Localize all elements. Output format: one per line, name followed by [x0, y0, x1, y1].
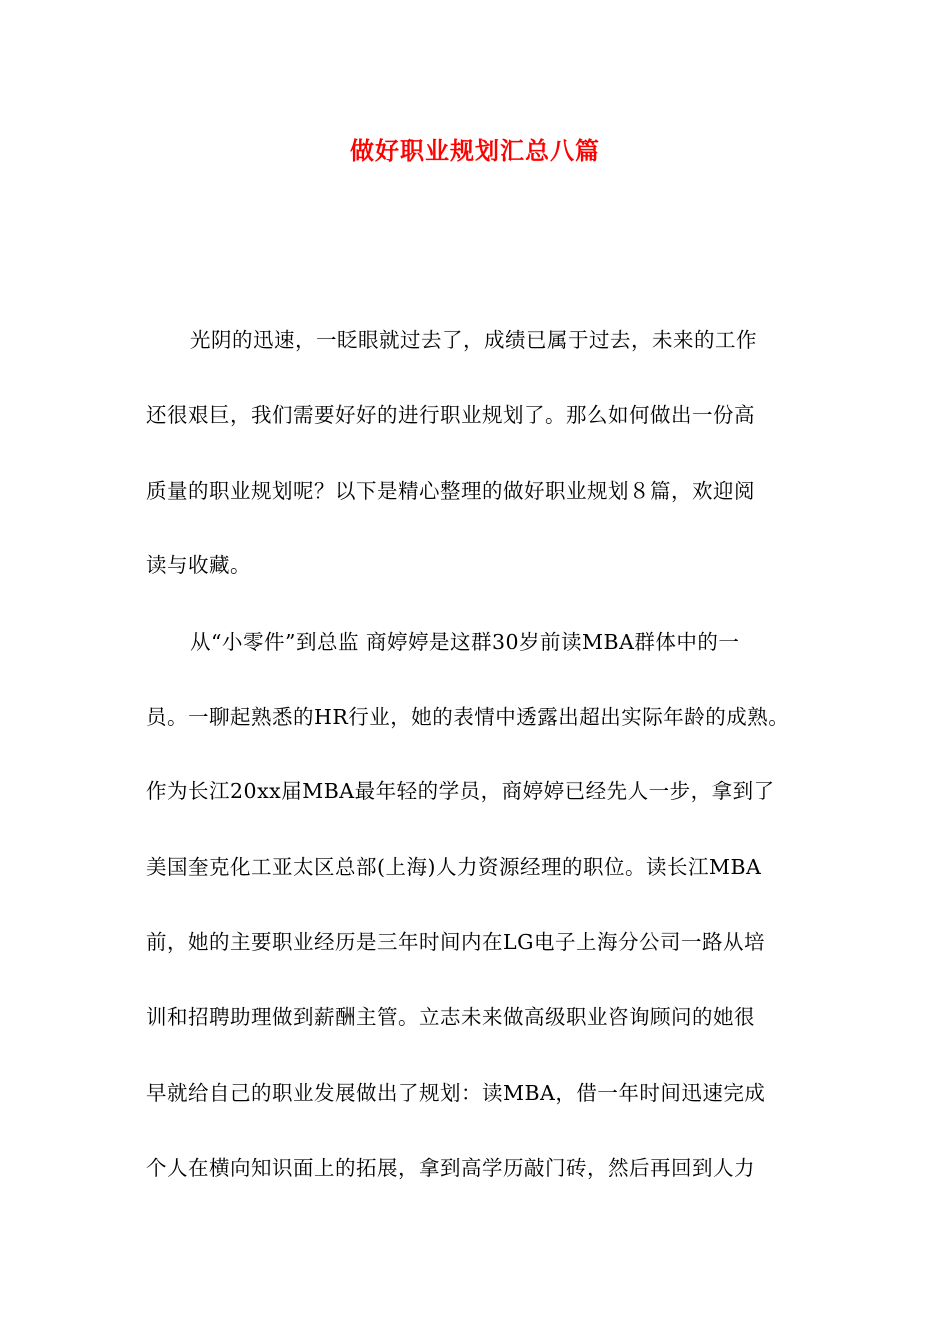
paragraph-line: 美国奎克化工亚太区总部(上海)人力资源经理的职位。读长江MBA: [146, 855, 762, 879]
paragraph-line: 光阴的迅速，一眨眼就过去了，成绩已属于过去，未来的工作: [190, 328, 757, 352]
paragraph-line: 作为长江20xx届MBA最年轻的学员，商婷婷已经先人一步，拿到了: [146, 779, 775, 803]
paragraph-line: 早就给自己的职业发展做出了规划：读MBA，借一年时间迅速完成: [146, 1081, 766, 1105]
paragraph-line: 从“小零件”到总监 商婷婷是这群30岁前读MBA群体中的一: [190, 630, 740, 654]
paragraph-line: 前，她的主要职业经历是三年时间内在LG电子上海分公司一路从培: [146, 930, 765, 954]
paragraph-line: 读与收藏。: [146, 553, 251, 577]
paragraph-line: 训和招聘助理做到薪酬主管。立志未来做高级职业咨询顾问的她很: [146, 1005, 755, 1029]
paragraph-line: 员。一聊起熟悉的HR行业，她的表情中透露出超出实际年龄的成熟。: [146, 705, 790, 729]
paragraph-line: 还很艰巨，我们需要好好的进行职业规划了。那么如何做出一份高: [146, 403, 755, 427]
paragraph-line: 个人在横向知识面上的拓展，拿到高学历敲门砖，然后再回到人力: [146, 1156, 755, 1180]
document-title: 做好职业规划汇总八篇: [350, 136, 600, 165]
paragraph-line: 质量的职业规划呢？以下是精心整理的做好职业规划８篇，欢迎阅: [146, 479, 755, 503]
